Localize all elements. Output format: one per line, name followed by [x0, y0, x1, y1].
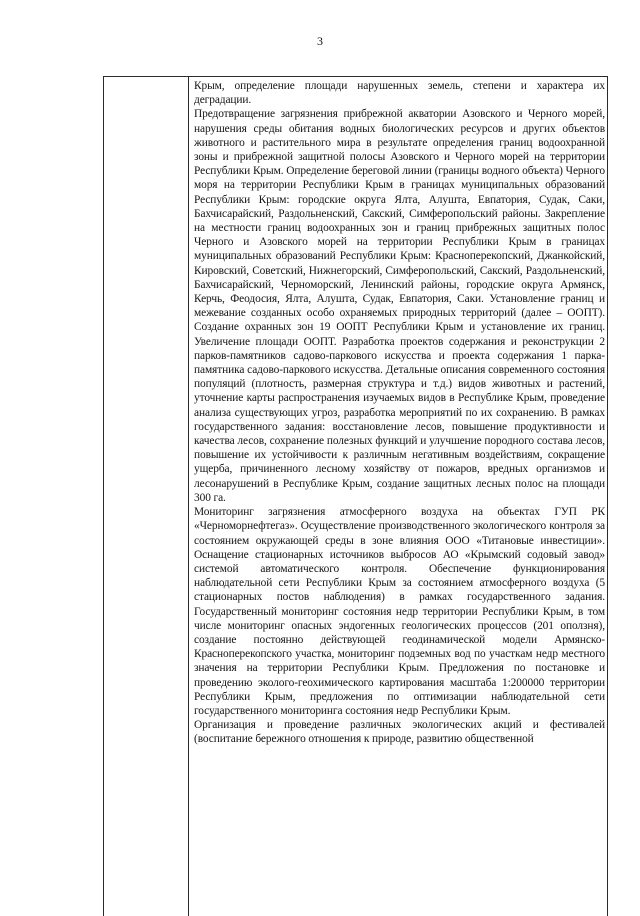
- paragraph-eco-actions: Организация и проведение различных экологических акций и фестивалей (воспитание бережного отношения к природе, развитию общественной: [194, 719, 605, 746]
- page-number: 3: [317, 34, 323, 48]
- table-right-column: [191, 77, 607, 916]
- document-table: [103, 76, 608, 916]
- table-left-column: [104, 77, 189, 916]
- paragraph-land-degradation: Крым, определение площади нарушенных земель, степени и характера их деградации.: [194, 80, 605, 107]
- paragraph-monitoring: Мониторинг загрязнения атмосферного воздуха на объектах ГУП РК «Черноморнефтегаз». Осуществление производственного экологического контроля за состоянием окружающей среды в зоне влияния ООО «Титановые инвестиции». Оснащение стационарных источников выбросов АО «Крымский содовый завод» системой автоматического контроля. Обеспечение функционирования наблюдательной сети Республики Крым за состоянием атмосферного воздуха (5 стационарных постов наблюдения) в рамках государственного задания. Государственный мониторинг состояния недр территории Республики Крым, в том числе мониторинг опасных эндогенных геологических процессов (201 оползня), создание постоянно действующей геодинамической модели Армянско-Красноперекопского участка, мониторинг подземных вод по участкам недр местного значения на территории Республики Крым. Предложения по постановке и проведению эколого-геохимического картирования масштаба 1:200000 территории Республики Крым, предложения по оптимизации наблюдательной сети государственного мониторинга состояния недр Республики Крым.: [194, 506, 605, 717]
- paragraph-coastal-protection: Предотвращение загрязнения прибрежной акватории Азовского и Черного морей, нарушения среды обитания водных биологических ресурсов и других объектов животного и растительного мира в результате определения границ водоохранной зоны и прибрежной защитной полосы Азовского и Черного морей на территории Республики Крым. Определение береговой линии (границы водного объекта) Черного моря на территории Республики Крым в границах муниципальных образований Республики Крым: городские округа Ялта, Алушта, Евпатория, Судак, Саки, Бахчисарайский, Раздольненский, Сакский, Симферопольский районы. Закрепление на местности границ водоохранных зон и границ прибрежных защитных полос Черного и Азовского морей на территории Республики Крым в границах муниципальных образований Республики Крым: Красноперекопский, Джанкойский, Кировский, Советский, Нижнегорский, Симферопольский, Сакский, Раздольненский, Бахчисарайский, Черноморский, Ленинский районы, городские округа Армянск, Керчь, Феодосия, Ялта, Алушта, Судак, Евпатория, Саки. Установление границ и межевание созданных особо охраняемых природных территорий (далее – ООПТ). Создание охранных зон 19 ООПТ Республики Крым и установление их границ. Увеличение площади ООПТ. Разработка проектов содержания и реконструкции 2 парков-памятников садово-паркового искусства и проекта содержания 1 парка-памятника садово-паркового искусства. Детальные описания современного состояния популяций (плотность, размерная структура и т.д.) видов животных и растений, уточнение карты распространения изучаемых видов в Республике Крым, проведение анализа существующих угроз, разработка мероприятий по их сохранению. В рамках государственного задания: восстановление лесов, повышение продуктивности и качества лесов, сохранение полезных функций и улучшение породного состава лесов, повышение их устойчивости к различным негативным воздействиям, сокращение ущерба, причиненного лесному хозяйству от пожаров, вредных организмов и лесонарушений в Республике Крым, создание защитных лесных полос на площади 300 га.: [194, 108, 605, 504]
